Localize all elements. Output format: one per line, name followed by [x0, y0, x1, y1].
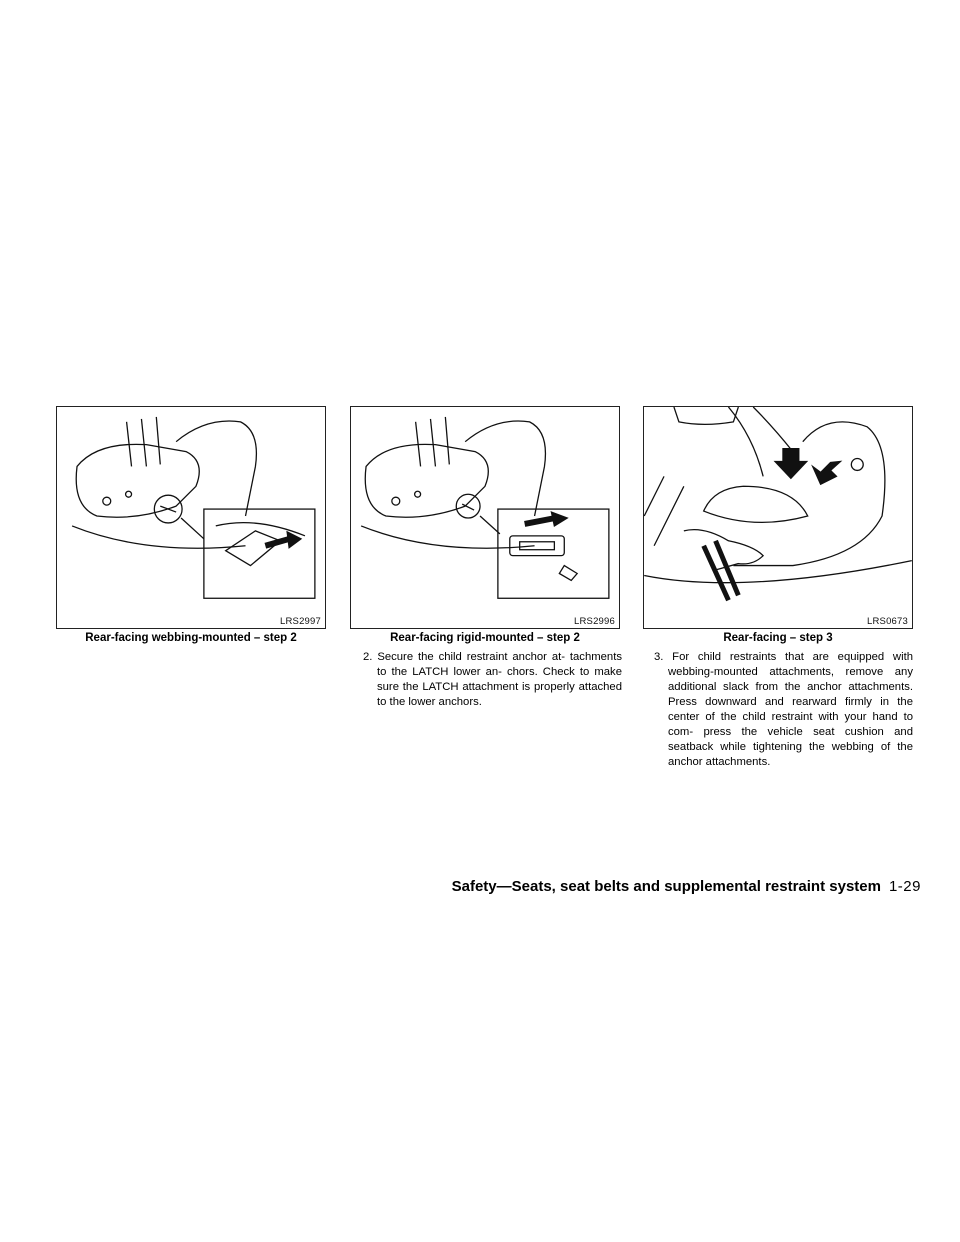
page-footer: [452, 878, 921, 895]
step-body: Secure the child restraint anchor at- tachments to the LATCH lower an- chors. Check to make sure the LATCH attachment is properly attached to the lower anchors.: [377, 651, 622, 708]
step-2: [352, 650, 622, 710]
step-text: [352, 650, 622, 710]
step-number: 2.: [363, 651, 373, 663]
section-title: Safety—Seats, seat belts and supplemental restraint system: [451, 878, 881, 895]
figure-caption: Rear-facing – step 3: [723, 632, 833, 644]
illustration-seat-rigid: [351, 407, 619, 628]
step-3: [643, 650, 913, 770]
figure-rigid-mounted: [350, 406, 620, 629]
figure-caption: Rear-facing rigid-mounted – step 2: [390, 632, 580, 644]
figure-caption: Rear-facing webbing-mounted – step 2: [85, 632, 297, 644]
figure-code: LRS0673: [866, 616, 908, 627]
illustration-hand-press: [644, 407, 912, 628]
page-number: 1-29: [888, 878, 921, 895]
step-body: For child restraints that are equipped with webbing-mounted attachments, remove any additional slack from the anchor attachments. Press downward and rearward firmly in the center of the child restraint with your hand to com- press the vehicle seat cushion and seatback while tightening the webbing of the anchor attachments.: [668, 651, 914, 768]
figure-rear-facing-step3: [643, 406, 913, 629]
illustration-seat-webbing: [57, 407, 325, 628]
step-number: 3.: [654, 651, 664, 663]
figure-code: LRS2997: [279, 616, 321, 627]
figure-webbing-mounted: [56, 406, 326, 629]
step-text: [643, 650, 913, 770]
figure-code: LRS2996: [573, 616, 615, 627]
